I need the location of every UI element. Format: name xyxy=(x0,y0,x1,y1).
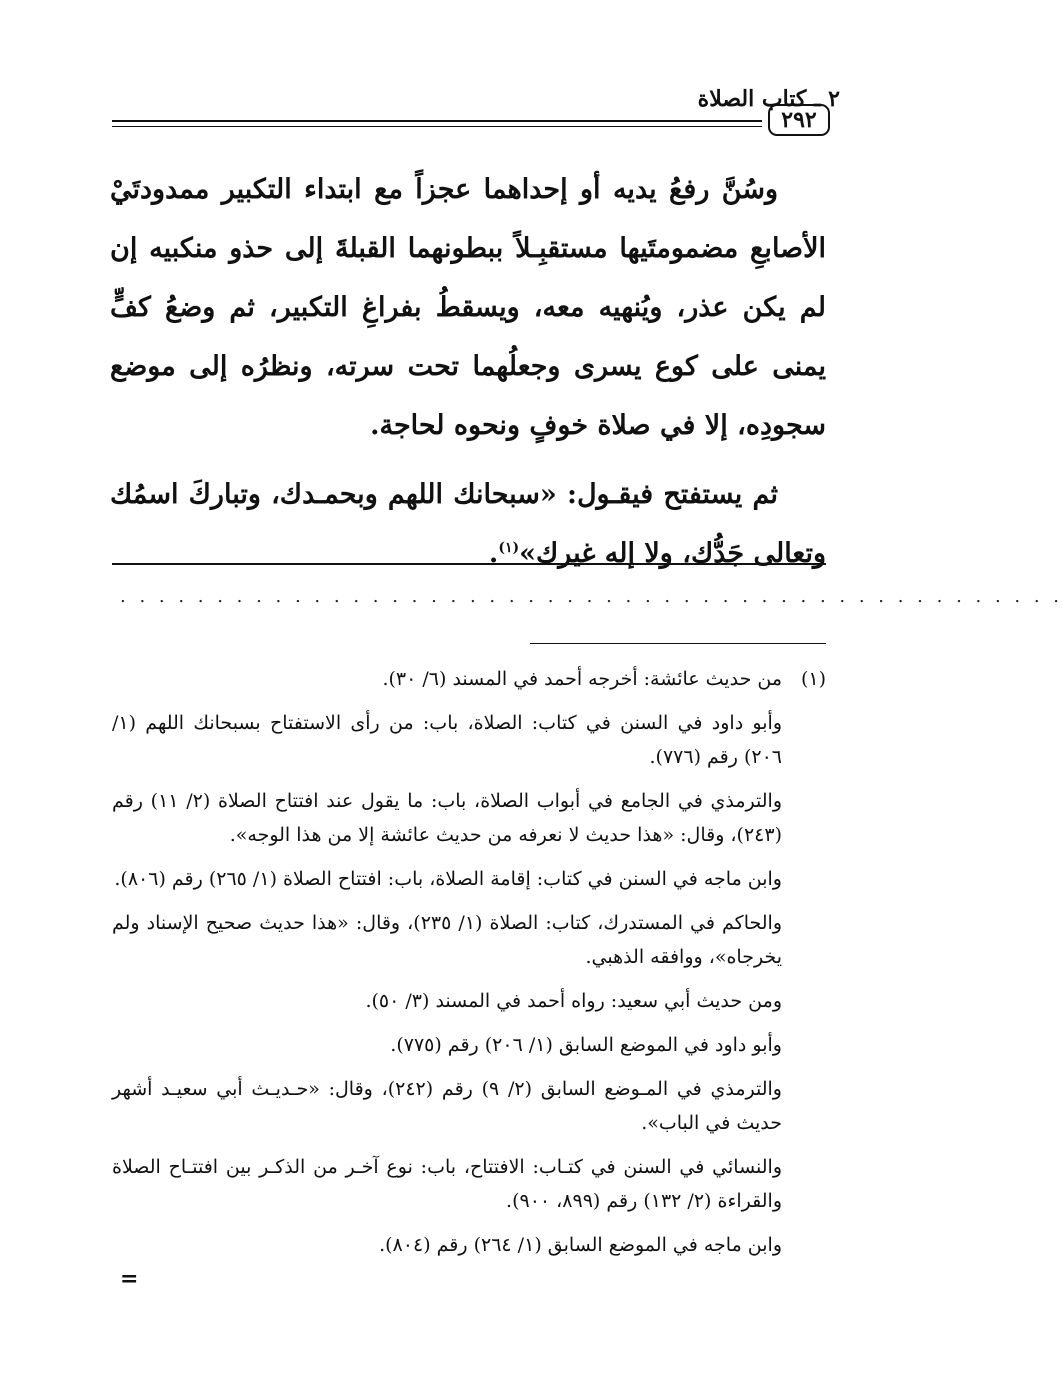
main-divider xyxy=(112,563,826,565)
footnote-text: من حديث عائشة: أخرجه أحمد في المسند (٦/ ٣٠). xyxy=(382,668,782,690)
main-paragraph-2-end: . xyxy=(488,538,499,569)
page-number: ٢٩٢ xyxy=(781,107,817,133)
footnote-line: والنسائي في السنن في كتـاب: الافتتاح، باب: نوع آخـر من الذكـر بين افتتـاح الصلاة والقراءة (٢/ ١٣٢) رقم (٨٩٩، ٩٠٠). xyxy=(112,1156,782,1212)
header-rule xyxy=(112,120,762,122)
main-paragraph-2-text: ثم يستفتح فيقـول: «سبحانك اللهم وبحمـدك، وتباركَ اسمُك وتعالى جَدُّك، ولا إله غيرك» xyxy=(110,479,826,569)
footnote-line: وأبو داود في الموضع السابق (١/ ٢٠٦) رقم (٧٧٥). xyxy=(390,1034,782,1056)
footnote-divider xyxy=(530,643,826,644)
footnotes-section xyxy=(112,662,826,1272)
main-text xyxy=(110,160,826,583)
footnote-line: والترمذي في الجامع في أبواب الصلاة، باب: ما يقول عند افتتاح الصلاة (٢/ ١١) رقم (٢٤٣)، وقال: «هذا حديث لا نعرفه من حديث عائشة إلا من هذا الوجه». xyxy=(112,790,783,846)
dotted-separator: . . . . . . . . . . . . . . . . . . . . . . . . . . . . . . . . . . . . . . . . . . . . . . . . . xyxy=(120,586,1063,607)
footnote-line xyxy=(112,662,826,696)
main-paragraph-2 xyxy=(110,465,826,583)
footnote-line: وأبو داود في السنن في كتاب: الصلاة، باب: من رأى الاستفتاح بسبحانك اللهم (١/ ٢٠٦) رقم (٧٧٦). xyxy=(112,712,782,768)
footnote-number: (١) xyxy=(800,668,826,690)
footnote-line: وابن ماجه في السنن في كتاب: إقامة الصلاة، باب: افتتاح الصلاة (١/ ٢٦٥) رقم (٨٠٦). xyxy=(114,868,782,890)
continuation-mark: = xyxy=(120,1266,139,1292)
footnote-line: والترمذي في المـوضع السابق (٢/ ٩) رقم (٢٤٢)، وقال: «حـديـث أبي سعيـد أشهر حديث في الباب». xyxy=(112,1078,782,1134)
footnote-line: وابن ماجه في الموضع السابق (١/ ٢٦٤) رقم (٨٠٤). xyxy=(379,1234,782,1256)
footnote-reference: (١) xyxy=(498,540,520,556)
footnote-line: والحاكم في المستدرك، كتاب: الصلاة (١/ ٢٣٥)، وقال: «هذا حديث صحيح الإسناد ولم يخرجاه»، ووافقه الذهبي. xyxy=(112,912,782,968)
chapter-title: ٢ ـ كتاب الصلاة xyxy=(697,86,840,112)
header-rule-thin xyxy=(112,126,762,127)
main-paragraph-1: وسُنَّ رفعُ يديه أو إحداهما عجزاً مع ابتداء التكبير ممدودتَيْ الأصابعِ مضمومتَيها مستقبِـلاً ببطونهما القبلةَ إلى حذو منكبيه إن لم يكن عذر، ويُنهيه معه، ويسقطُ بفراغِ التكبير، ثم وضعُ كفٍّ يمنى على كوع يسرى وجعلُهما تحت سرته، ونظرُه إلى موضع سجودِه، إلا في صلاة خوفٍ ونحوه لحاجة. xyxy=(110,174,826,441)
page-number-box xyxy=(768,104,830,136)
footnote-line: ومن حديث أبي سعيد: رواه أحمد في المسند (٣/ ٥٠). xyxy=(365,990,782,1012)
